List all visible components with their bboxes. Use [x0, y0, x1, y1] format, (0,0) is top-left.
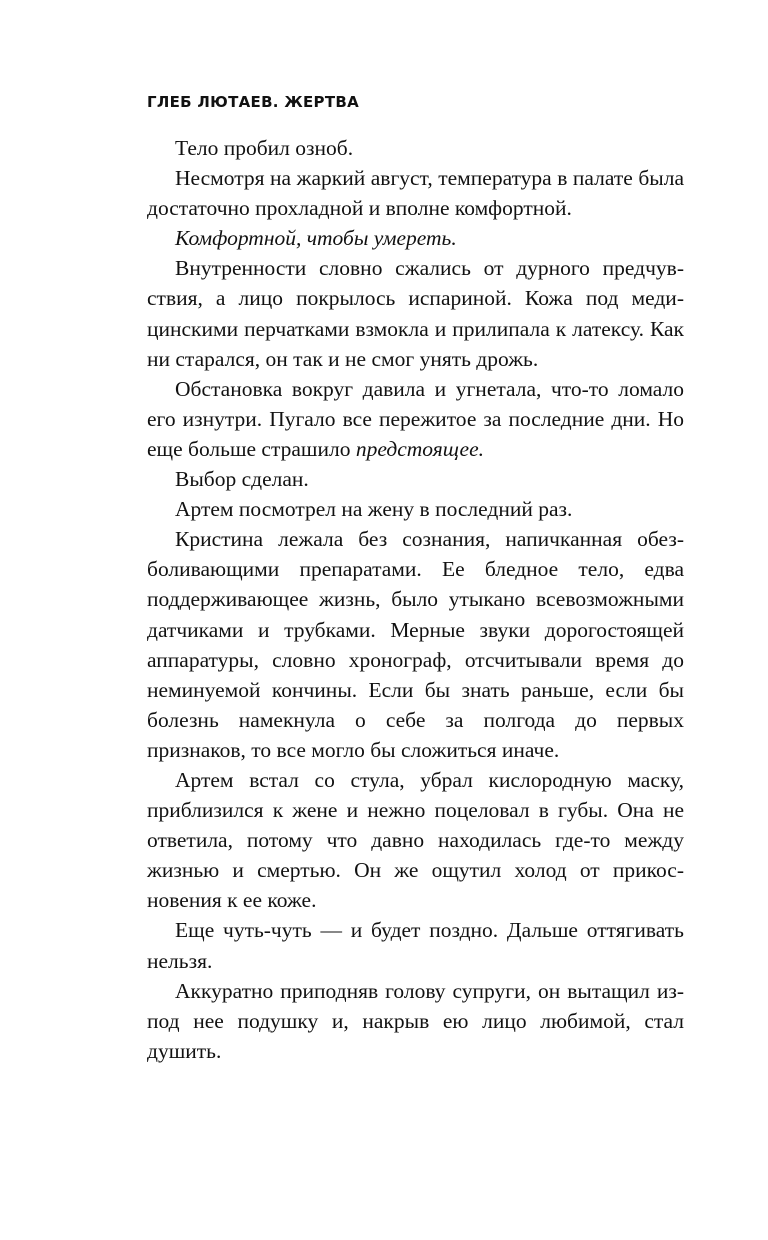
paragraph: Еще чуть-чуть — и будет поздно. Дальше оттягивать нельзя. — [147, 918, 684, 973]
paragraph: Внутренности словно сжались от дурного предчувствия, а лицо покрылось испариной. Кожа под медицинскими перчатками взмокла и прилипала к латексу. Как ни старался, он так и не смог унять дрожь. — [147, 256, 684, 371]
paragraph: Обстановка вокруг давила и угнетала, что-то ломало его изнутри. Пугало все пережитое за последние дни. Но еще больше страшило предстоящее. — [147, 376, 684, 461]
paragraph: Артем посмотрел на жену в последний раз. — [175, 497, 573, 522]
paragraph: Аккуратно приподняв голову супруги, он вытащил из-под нее подушку и, накрыв ею лицо любимой, стал душить. — [147, 978, 684, 1063]
italic-phrase: Комфортной, чтобы умереть. — [175, 226, 457, 251]
paragraph: Тело пробил озноб. — [175, 136, 354, 160]
paragraph: Кристина лежала без сознания, напичканная обезболивающими препаратами. Ее бледное тело, едва поддерживающее жизнь, было утыкано всевозможными датчиками и трубками. Мерные звуки дорогостоящей аппаратуры, словно хронограф, отсчитывали время до неминуемой кончины. Если бы знать раньше, если бы болезнь намекнула о себе за полгода до первых признаков, то все могло бы сложиться иначе. — [147, 527, 684, 762]
paragraph — [147, 223, 684, 253]
paragraph: Выбор сделан. — [175, 467, 309, 492]
body-text — [147, 133, 684, 1066]
running-head: ГЛЕБ ЛЮТАЕВ. ЖЕРТВА — [147, 93, 360, 111]
italic-phrase: предстоящее. — [355, 436, 484, 461]
paragraph: Артем встал со стула, убрал кислородную маску, приблизился к жене и нежно поцеловал в губы. Она не ответила, потому что давно находилась где-то между жизнью и смертью. Он же ощутил холод от прикосновения к ее коже. — [147, 767, 684, 913]
paragraph: Несмотря на жаркий август, температура в палате была достаточно прохладной и вполне комфортной. — [147, 166, 684, 221]
